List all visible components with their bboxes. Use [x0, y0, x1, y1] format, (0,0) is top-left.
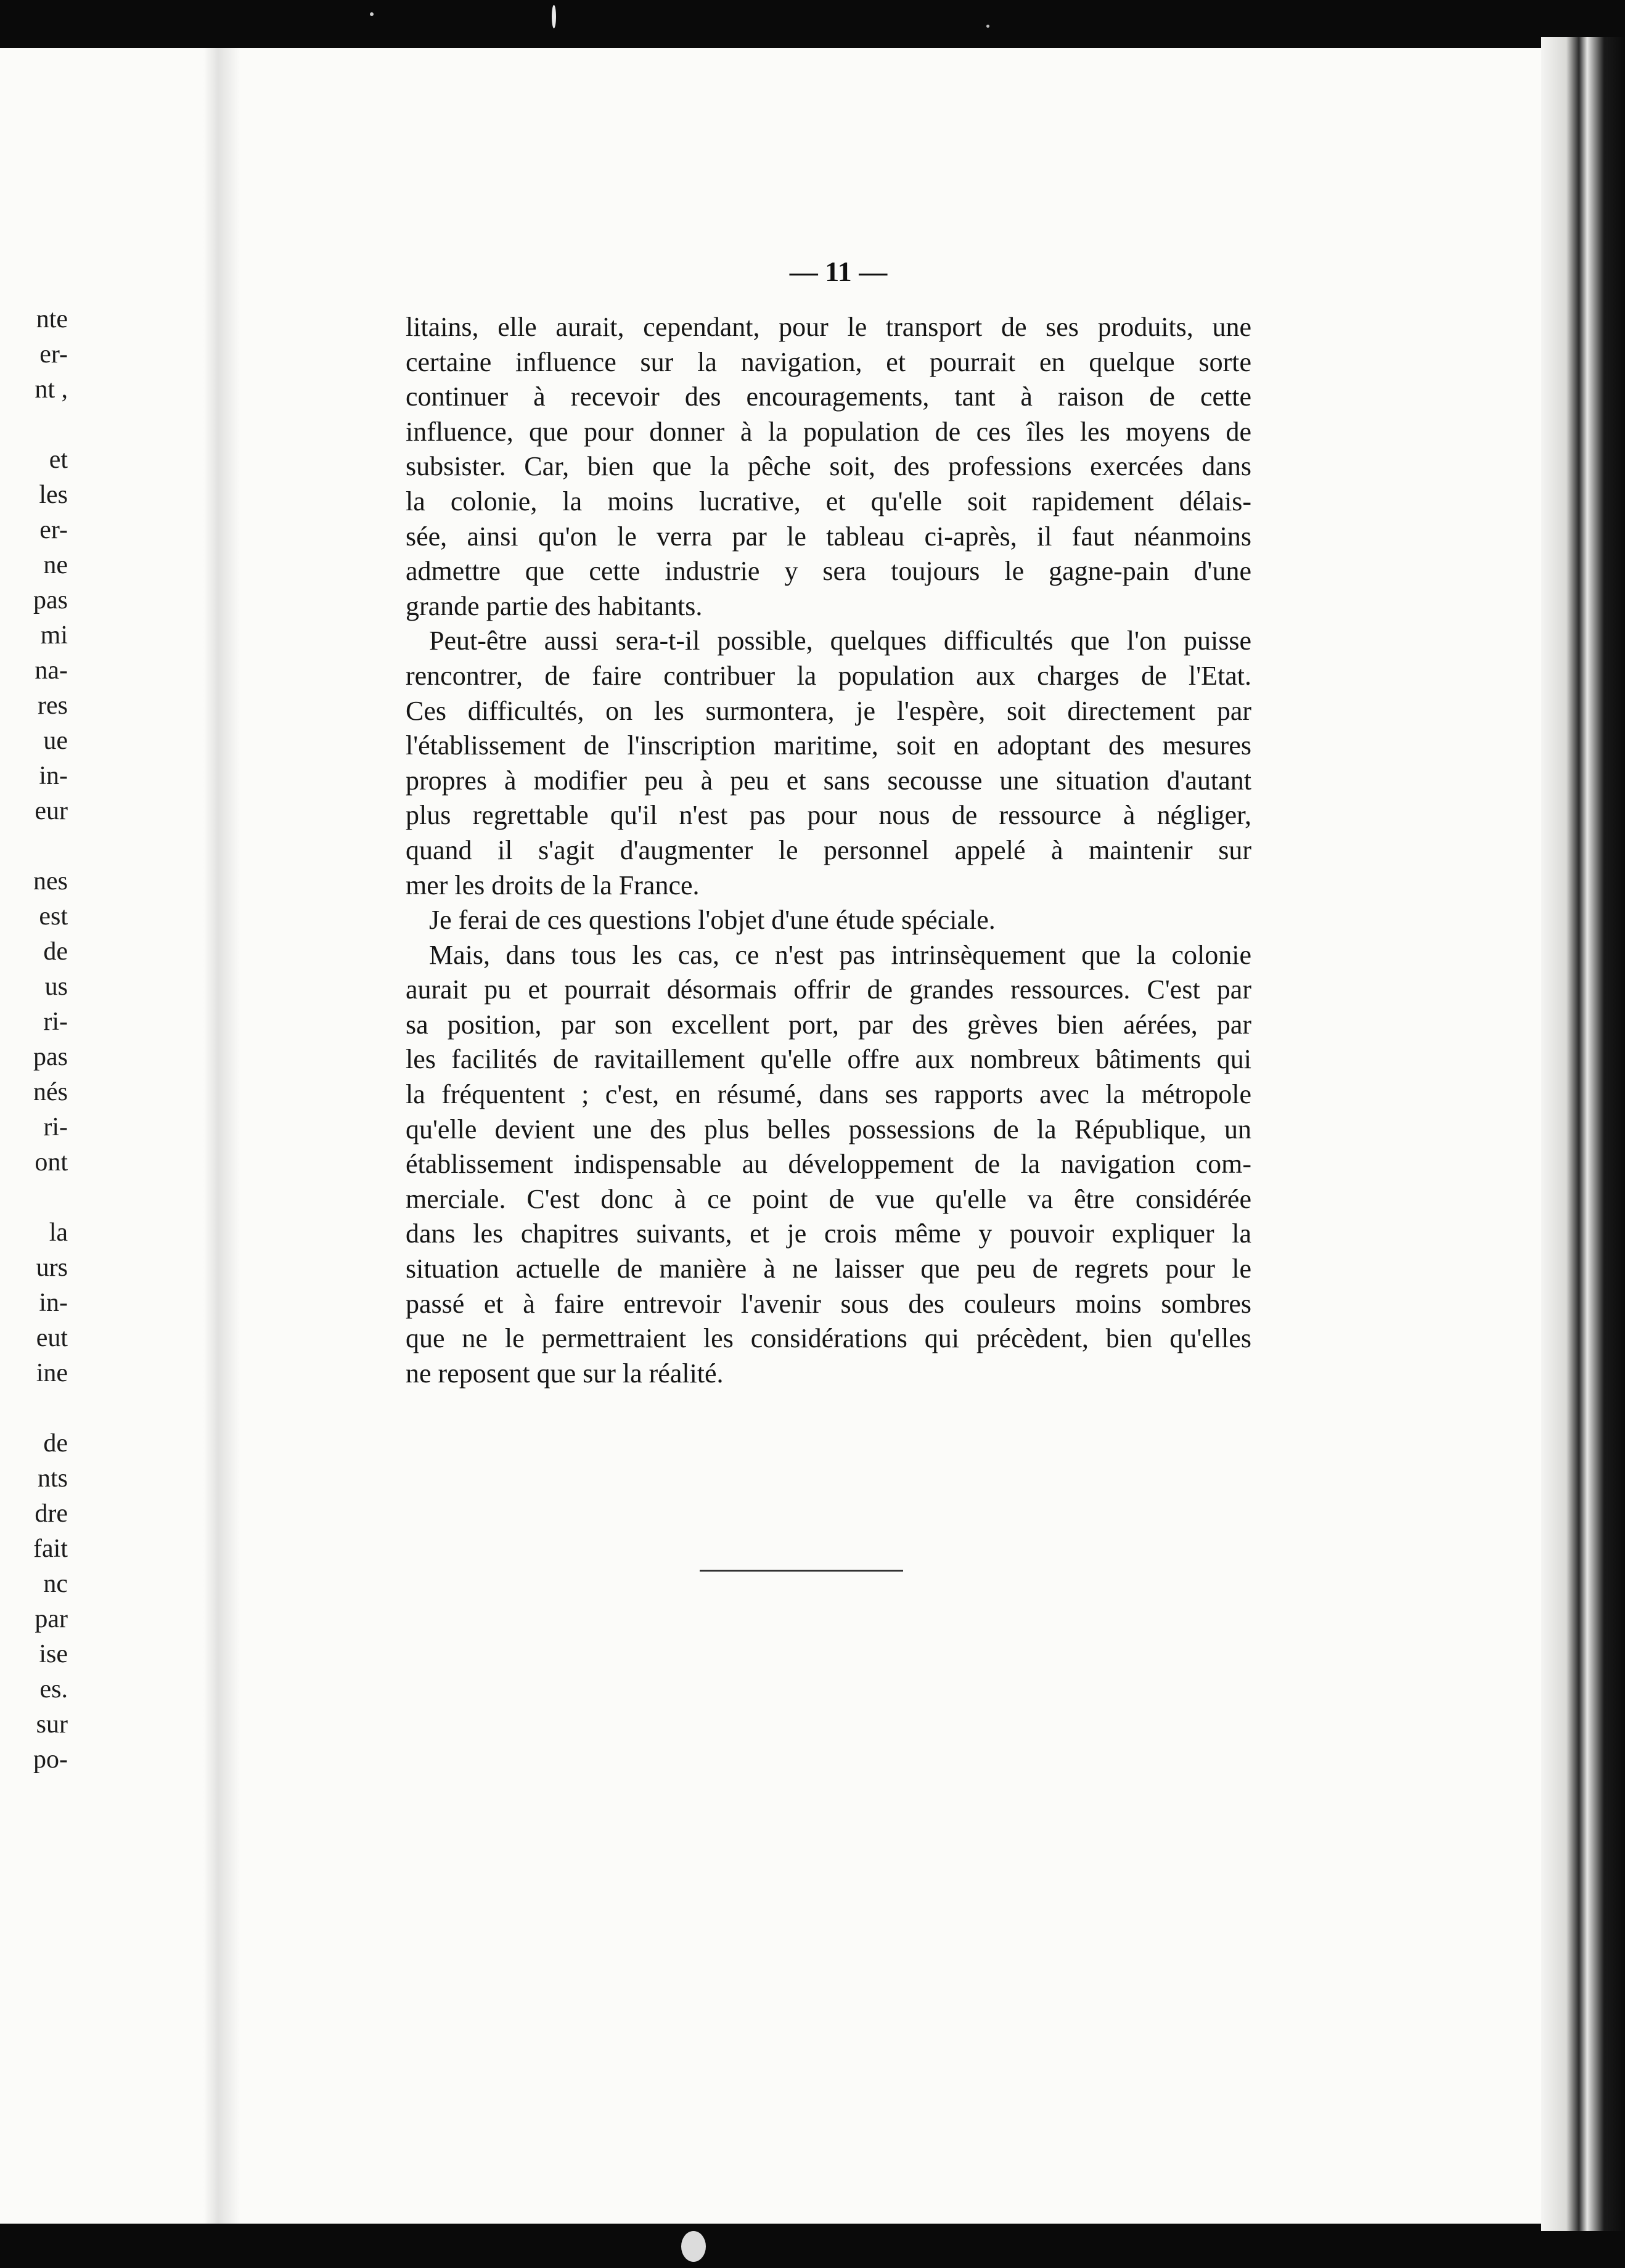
facing-page-fragment: est — [39, 902, 68, 931]
facing-page-fragment: nts — [37, 1464, 68, 1493]
facing-page-fragment: nc — [43, 1570, 68, 1598]
text-line: que ne le permettraient les considérations qui précèdent, bien qu'elles — [406, 1323, 1251, 1354]
text-line: merciale. C'est donc à ce point de vue qu'elle va être considérée — [406, 1183, 1251, 1214]
text-line: influence, que pour donner à la population de ces îles les moyens de — [406, 416, 1251, 447]
text-line: dans les chapitres suivants, et je crois même y pouvoir expliquer la — [406, 1218, 1251, 1249]
facing-page-fragment: les — [39, 481, 68, 509]
text-line: les facilités de ravitaillement qu'elle offre aux nombreux bâtiments qui — [406, 1044, 1251, 1075]
end-rule — [700, 1570, 903, 1572]
facing-page-fragment: ont — [35, 1148, 68, 1177]
facing-page-fragment: ine — [36, 1359, 68, 1387]
text-line: qu'elle devient une des plus belles possessions de la République, un — [406, 1114, 1251, 1144]
facing-page-fragment: fait — [33, 1535, 68, 1563]
facing-page-fragment: ri- — [43, 1008, 68, 1036]
text-line: Mais, dans tous les cas, ce n'est pas intrinsèquement que la colonie — [429, 939, 1251, 970]
facing-page-fragment: ise — [39, 1640, 68, 1668]
text-line: mer les droits de la France. — [406, 870, 700, 900]
facing-page-fragment: eur — [35, 797, 68, 825]
paragraph — [406, 903, 1251, 938]
facing-page-fragments — [0, 302, 68, 1777]
facing-page-fragment: na- — [35, 656, 68, 685]
facing-page-fragment: nés — [33, 1078, 68, 1106]
text-line: la fréquentent ; c'est, en résumé, dans ses rapports avec la métropole — [406, 1079, 1251, 1110]
text-line: Ces difficultés, on les surmontera, je l'espère, soit directement par — [406, 695, 1251, 726]
facing-page-fragment: ri- — [43, 1113, 68, 1141]
text-line: subsister. Car, bien que la pêche soit, des professions exercées dans — [406, 451, 1251, 482]
facing-page-fragment: de — [43, 937, 68, 966]
facing-page-fragment: sur — [36, 1710, 68, 1739]
facing-page-fragment: es. — [39, 1675, 68, 1703]
facing-page-fragment: la — [49, 1218, 68, 1247]
facing-page-fragment: nes — [33, 867, 68, 895]
paragraph — [406, 310, 1251, 624]
text-line: quand il s'agit d'augmenter le personnel appelé à maintenir sur — [406, 834, 1251, 865]
paragraph — [406, 624, 1251, 903]
text-line: propres à modifier peu à peu et sans secousse une situation d'autant — [406, 765, 1251, 796]
facing-page-fragment: urs — [36, 1254, 68, 1282]
facing-page-fragment: ne — [43, 551, 68, 579]
text-line: Peut-être aussi sera-t-il possible, quelques difficultés que l'on puisse — [429, 626, 1251, 656]
facing-page-fragment: us — [44, 973, 68, 1001]
text-line: la colonie, la moins lucrative, et qu'elle soit rapidement délais- — [406, 486, 1251, 516]
scan-speck — [681, 2231, 706, 2262]
facing-page-fragment: pas — [33, 1043, 68, 1071]
text-line: sa position, par son excellent port, par des grèves bien aérées, par — [406, 1009, 1251, 1040]
fragment-gap — [0, 407, 68, 443]
fragment-gap — [0, 829, 68, 864]
text-line: rencontrer, de faire contribuer la population aux charges de l'Etat. — [406, 660, 1251, 691]
facing-page-fragment: in- — [39, 762, 68, 790]
text-line: situation actuelle de manière à ne laisser que peu de regrets pour le — [406, 1254, 1251, 1284]
facing-page-fragment: po- — [33, 1745, 68, 1774]
scan-speck — [552, 5, 556, 28]
facing-page-fragment: et — [49, 446, 68, 474]
facing-page-fragment: ue — [43, 727, 68, 755]
scan-speck — [986, 25, 989, 28]
facing-page-fragment: er- — [39, 340, 68, 369]
text-line: passé et à faire entrevoir l'avenir sous des couleurs moins sombres — [406, 1288, 1251, 1319]
text-line: Je ferai de ces questions l'objet d'une étude spéciale. — [429, 905, 996, 936]
paragraph — [406, 938, 1251, 1392]
facing-page-fragment: mi — [40, 621, 68, 650]
facing-page-fragment: in- — [39, 1289, 68, 1317]
text-line: ne reposent que sur la réalité. — [406, 1358, 724, 1389]
facing-page-fragment: de — [43, 1429, 68, 1458]
text-line: aurait pu et pourrait désormais offrir de grandes ressources. C'est par — [406, 974, 1251, 1005]
text-line: grande partie des habitants. — [406, 590, 703, 621]
facing-page-fragment: nte — [36, 305, 68, 333]
text-line: admettre que cette industrie y sera toujours le gagne-pain d'une — [406, 556, 1251, 587]
facing-page-fragment: res — [38, 691, 68, 720]
text-line: plus regrettable qu'il n'est pas pour nous de ressource à négliger, — [406, 800, 1251, 831]
fragment-gap — [0, 1391, 68, 1426]
facing-page-fragment: pas — [33, 586, 68, 614]
facing-page-fragment: par — [35, 1605, 68, 1633]
facing-page-fragment: nt , — [35, 375, 68, 404]
book-gutter-shadow — [203, 48, 240, 2224]
page-number: — 11 — — [789, 256, 888, 287]
body-text — [406, 310, 1251, 1391]
facing-page-fragment: eut — [36, 1324, 68, 1352]
text-line: sée, ainsi qu'on le verra par le tableau ci-après, il faut néanmoins — [406, 521, 1251, 552]
text-line: établissement indispensable au développement de la navigation com- — [406, 1149, 1251, 1180]
text-line: litains, elle aurait, cependant, pour le transport de ses produits, une — [406, 312, 1251, 342]
text-line: l'établissement de l'inscription maritime, soit en adoptant des mesures — [406, 730, 1251, 761]
scan-speck — [370, 12, 374, 16]
text-line: certaine influence sur la navigation, et pourrait en quelque sorte — [406, 346, 1251, 377]
book-binding-edge — [1541, 37, 1625, 2231]
facing-page-fragment: dre — [35, 1499, 68, 1528]
facing-page-fragment: er- — [39, 516, 68, 544]
text-line: continuer à recevoir des encouragements, tant à raison de cette — [406, 381, 1251, 412]
fragment-gap — [0, 1180, 68, 1215]
